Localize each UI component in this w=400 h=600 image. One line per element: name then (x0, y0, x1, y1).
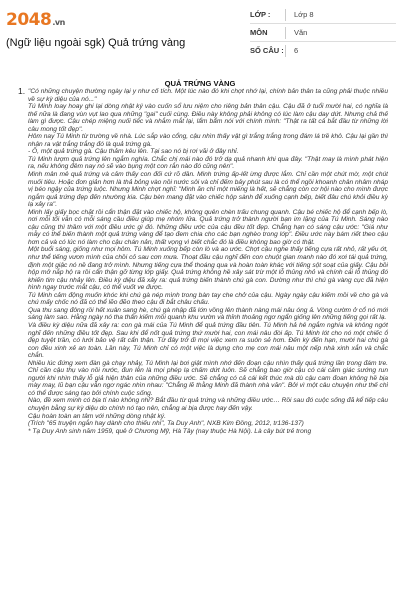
story-paragraph: Một buổi sáng, giống như mọi hôm. Tú Minh xuống bếp còn lò và ao ước. Chợt cậu nghe thấy tiếng cựa rất nhỏ, rất yếu ớt, như thể tiếng vươn mình của chồi cỏ sau cơn mưa. Thoạt đầu cậu nghĩ đến con chuột gian manh nào đó xơi tái quả trứng, định một giậc nó nề đang trở mình. Nhưng tiếng cựa thể thoáng qua và hoàn toàn khác với tiếng sột soạt của giấy. Cậu bồi hộp mở nắp hộ ra rồi cẩn thận gỡ từng lớp giấy. Quả trứng không hề xây sát trừ một lỗ thủng nhỏ và chính cái lỗ thủng đó khiến tim cậu nhảy lên. Điều kỳ diệu đã xảy ra: quả trứng biến thành chú gà con. Dường như thì chú gà vàng cục đã hiện hình ngay trước mắt cậu, có thể vuốt ve được. (28, 246, 388, 292)
meta-row-question-count (250, 41, 396, 59)
meta-separator (285, 45, 286, 57)
story-source: (Trích "65 truyện ngắn hay dành cho thiếu nhi", Ta Duy Anh", NXB Kim Đồng, 2012, tr136-137) (28, 420, 304, 428)
question-number: 1. (18, 86, 26, 96)
story-paragraph: Cậu hoàn toàn an tâm với những dòng nhật ký. (28, 412, 166, 420)
meta-row-subject (250, 23, 396, 41)
meta-separator (285, 9, 286, 21)
story-paragraph: "Có những chuyện thường ngày lại y như cổ tích. Một lúc nào đó khi chợt nhớ lại, chính bản thân ta cũng phải thuộc nhiều về sự kỳ diệu của nó..." (28, 88, 388, 103)
meta-label-subject: MÔN (250, 28, 268, 37)
story-paragraph: Tú Minh loay hoay ghi lại dòng nhật ký vào cuốn sổ lưu niệm cho riêng bản thân cậu. Cậu đã ở tuổi mười hai, có nghĩa là thế nữa là đang vùn vụt lao qua những "gai" cuối cùng. Điều này không phải không có lúc làm cậu day dứt. Nhưng chả thế làm gì được. Cậu chép miệng nuối tiếc và nhắm mắt lại, lẩm bẩm nói với chính mình: "Thật ra tất cả bắt đầu từ những lời câu mong tốt đẹp". (28, 103, 388, 133)
story-paragraph: Minh lấy giấy bọc chặt rồi cẩn thận đặt vào chiếc hộ, không quên chèn trấu chung quanh. Cậu bé chiếc hộ để cạnh bếp lò, nơi mỗi tối vẫn có mỗi sáng cầu điều giúp mẹ nhóm lửa. Quả trứng trở thành người bạn im lặng của Tú Minh. Sáng nào cậu cũng thì thầm với một điều ước gì đó. Những điều ước của cậu đều tốt đẹp. Chẳng hạn có sáng cậu ước: "Giá như mẫy có thể biến thành một quả trứng vàng để tạo đem chia cho các bạn nghèo trong lớp". Điều ước này bám riết theo cậu hơn cả và có lúc nó làm cho cậu chán nản, thất vọng vì biết chắc đó là điều không bao giờ có thật. (28, 208, 388, 246)
story-paragraph: Tú Minh lượm quả trứng lên ngắm nghía. Chắc chị mái nào đó trở dạ quả nhanh khi qua đây. "Thật may là mình phát hiện ra, nếu không đêm nay nó sẽ vào bụng một con rắn nào đó cũng nên". (28, 155, 388, 171)
story-paragraph: - Ô, một quả trứng gà. Cậu thảm kêu lên. Tại sao nó bị rơi vãi ở đây nhỉ. (28, 148, 239, 156)
document-title: (Ngữ liệu ngoài sgk) Quả trứng vàng (6, 37, 186, 49)
meta-separator (285, 27, 286, 39)
story-paragraph: Và điều kỳ diệu nữa đã xảy ra: con gà mái của Tú Minh để quả trứng đầu tiên. Tú Minh hả hê ngắm nghía và không ngớt nghĩ đến những điều tốt đẹp. Sau khi để nốt quả trứng thứ mười hai, con mái nâu đòi ấp. Tú Minh lót cho nó một chiếc ổ đẹp tuyệt trần, có lưới bảo vệ rất cẩn thận. Từ đây trở đi mọi việc xem ra suôn sẻ hơn. Đến kỳ đến hạn, mười hai chú gà con đều xinh xẻ an toàn. Lần này, Tú Minh chỉ có một việc là dụng cho mẹ con mái nâu một nếp nhà xinh xắn và chắc chắn. (28, 321, 388, 360)
meta-value-class: Lớp 8 (294, 10, 314, 19)
story-paragraph: Minh mân mê quả trứng và cảm thấy con đối cứ rõ dần. Minh trứng ấp-lết ừng được lắm. Chỉ cần một chút mờ, một chút muối tiêu. Hoặc đơn giản hơn là thả bỏng vào nồi nước sôi và chỉ đếm bảy phút sau là có thể ngồi khoanh chân nhâm nháp vị béo ngậy của trứng luộc. Nhưng Minh chợt nghĩ: "Minh ăn chỉ một miếng là hết, sẽ chẳng còn cơ hội nào cho mình được ngắm quả trứng đẹp đến nhường kia. Cậu bèn mang đặt vào chiếc hộp sành để xuống cạnh bếp, biết đâu chú khỏi điều kỳ lạ xảy ra". (28, 171, 388, 209)
logo-text: 2048 (6, 10, 52, 30)
story-paragraph: Nhiều lúc đứng xem đàn gà chạy nhảy, Tú Minh lại bơi giật mình nhớ đến đoạn cậu nhìn thấy quả trứng lần trong đám tre. Chỉ cần cậu thụ vào nồi nước, đun lên là mọi phép lạ chấm dứt luôn. Sẽ chẳng bao giờ cậu có cái cảm giác sướng run người khi nhìn thấy lỗ giả hiện thân của những điều ước. Sẽ chẳng có cả cái kết thúc mà dù cậu cam đoan không hề bịa mày may, lũ bạn cậu vẫn ngơ ngác nhìn nhau: "Chẳng lẽ thằng Minh đã thành nhà văn". Bởi vì một câu chuyện như thế chỉ có thể được sáng tạo bởi chính cuộc sống. (28, 359, 388, 397)
meta-label-question-count: SỐ CÂU : (250, 46, 284, 55)
story-title: QUẢ TRỨNG VÀNG (164, 79, 236, 88)
meta-label-class: LỚP : (250, 10, 271, 19)
site-logo[interactable] (6, 10, 65, 30)
story-paragraph: Qua thu sang đông rồi hết xuân sang hè, chú gà nhập đã lớn vồng lên thành nàng mái nâu óng ả. Vòng cườm ở cổ nó mới sáng làm sao. Hằng ngày nó tha thẩn kiếm mồi quanh khu vườn và thỉnh thoảng ngơ ngẩn giống lên những tiếng gọi rất lạ. (28, 306, 388, 322)
story-paragraph: Hôm nay Tú Minh từ trường về nhà. Lúc sắp vào cổng, cậu nhìn thấy vật gì trắng trắng trong đám lá trề khô. Cậu lại gần thì nhận ra vật trắng trắng đó là quả trứng gà. (28, 133, 388, 148)
logo-tld: .vn (52, 18, 65, 27)
document-meta-table (250, 6, 396, 59)
meta-value-subject: Văn (294, 28, 308, 37)
story-paragraph: Nào, đề xem minh có bịa tí nào không nhỉ? Bắt đầu từ quả trứng và những điều ước… Rồi sau đó cuộc sống đã kể tiếp câu chuyện bằng sự kỳ diệu do chính nó tạo nên, chẳng ai bịa được hay đến vậy. (28, 397, 388, 412)
meta-row-class (250, 6, 396, 23)
page-header (0, 0, 400, 58)
story-text (28, 88, 388, 598)
story-paragraph: Tú Minh cảm động muốn khóc khi chú gà nép mình trong bàn tay che chở của cậu. Ngày ngày cậu kiếm mồi về cho gà và chú mấy chốc nó đã có thể lẽo đẽo theo cậu đi bắt châu chấu. (28, 291, 388, 307)
author-note: * Tạ Duy Anh sinh năm 1959, quê ở Chương Mỹ, Hà Tây (nay thuộc Hà Nội). Là cây bút trẻ trong (28, 427, 312, 435)
meta-value-question-count: 6 (294, 46, 299, 55)
